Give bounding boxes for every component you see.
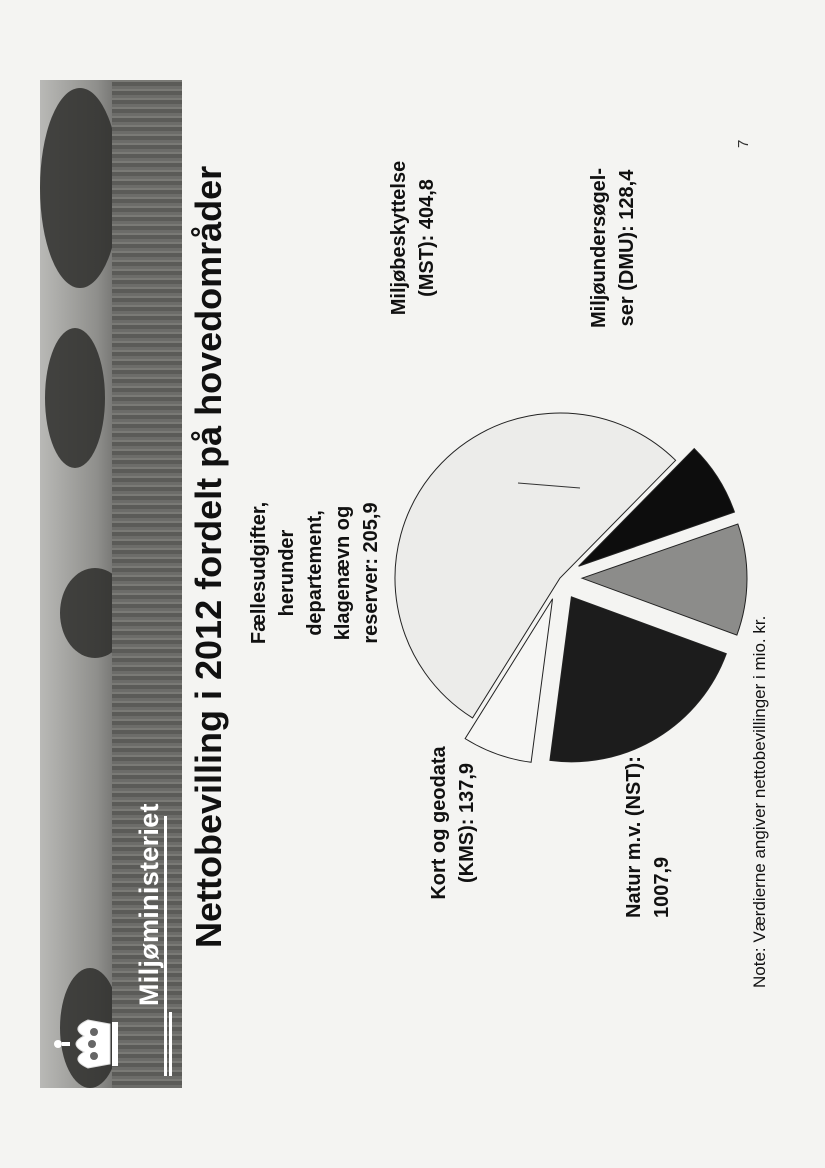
logo-text: Miljøministeriet bbox=[134, 803, 164, 1006]
slice-label-0: Natur m.v. (NST): 1007,9 bbox=[623, 756, 673, 918]
slice-label-2: Fællesudgifter, herunder departement, klagenævn og reserver: 205,9 bbox=[248, 501, 382, 645]
slice-label-1: Kort og geodata (KMS): 137,9 bbox=[428, 746, 478, 900]
slice-label-4: Miljøundersøgel- ser (DMU): 128,4 bbox=[588, 168, 638, 328]
note-text: Note: Værdierne angiver nettobevillinger i mio. kr. bbox=[750, 615, 769, 988]
page-number: 7 bbox=[735, 139, 752, 148]
slide-title: Nettobevilling i 2012 fordelt på hovedområder bbox=[188, 165, 229, 948]
slice-label-3: Miljøbeskyttelse (MST): 404,8 bbox=[388, 160, 438, 316]
